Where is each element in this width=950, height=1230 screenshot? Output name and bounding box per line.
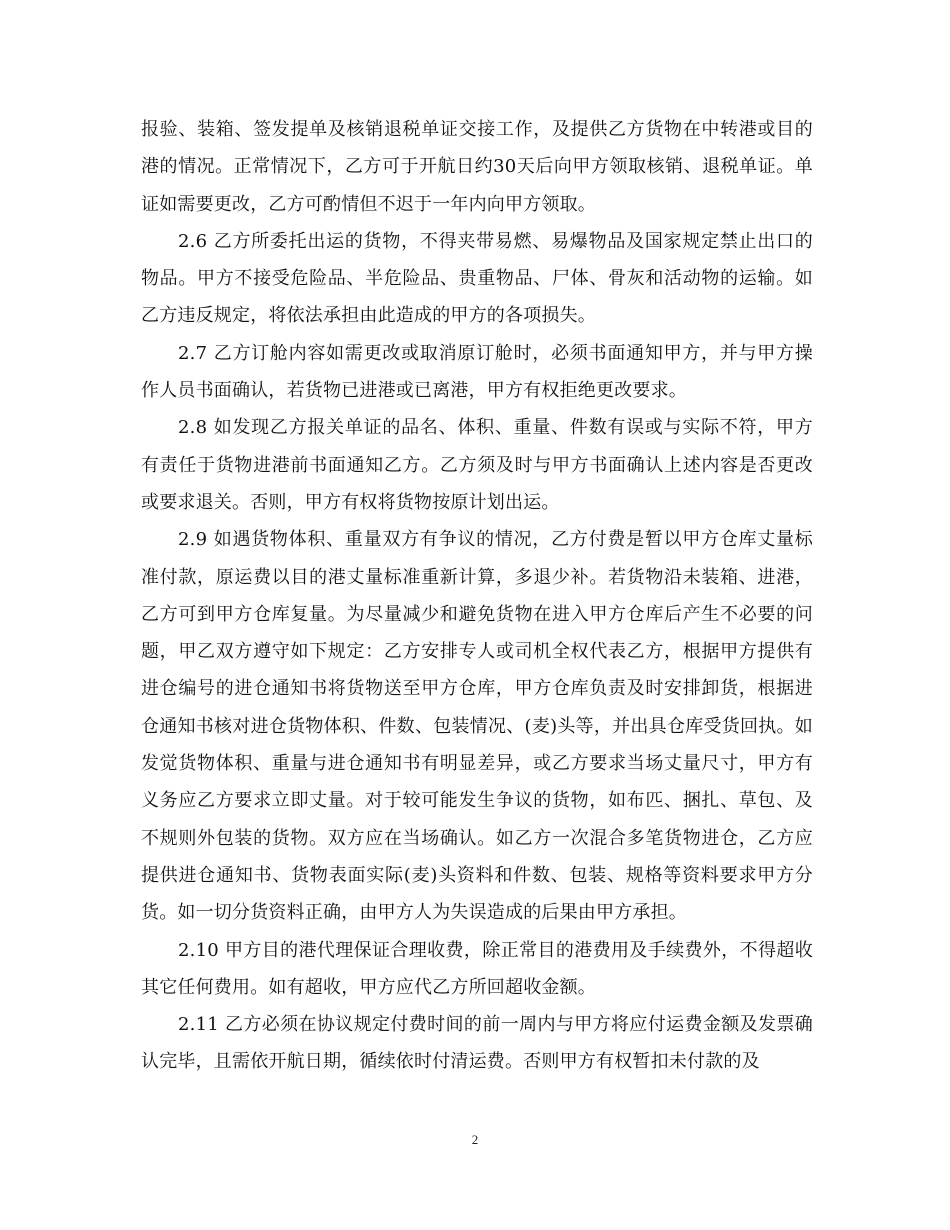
paragraph-clause-2-8: 2.8 如发现乙方报关单证的品名、体积、重量、件数有误或与实际不符，甲方有责任于货物进港前书面通知乙方。乙方须及时与甲方书面确认上述内容是否更改或要求退关。否则，甲方有权将货物按原计划出运。	[141, 417, 813, 513]
paragraph-clause-2-7: 2.7 乙方订舱内容如需更改或取消原订舱时，必须书面通知甲方，并与甲方操作人员书面确认，若货物已进港或已离港，甲方有权拒绝更改要求。	[141, 342, 813, 402]
paragraph-continuation: 报验、装箱、签发提单及核销退税单证交接工作，及提供乙方货物在中转港或目的港的情况。正常情况下，乙方可于开航日约30天后向甲方领取核销、退税单证。单证如需要更改，乙方可酌情但不迟于一年内向甲方领取。	[141, 119, 813, 215]
page-number: 2	[471, 1132, 479, 1147]
paragraph-clause-2-10: 2.10 甲方目的港代理保证合理收费，除正常目的港费用及手续费外，不得超收其它任何费用。如有超收，甲方应代乙方所回超收金额。	[141, 939, 813, 998]
paragraph-clause-2-11: 2.11 乙方必须在协议规定付费时间的前一周内与甲方将应付运费金额及发票确认完毕，且需依开航日期，循续依时付清运费。否则甲方有权暂扣未付款的及	[141, 1014, 813, 1073]
paragraph-clause-2-9: 2.9 如遇货物体积、重量双方有争议的情况，乙方付费是暂以甲方仓库丈量标准付款，原运费以目的港丈量标准重新计算，多退少补。若货物沿未装箱、进港，乙方可到甲方仓库复量。为尽量减少和避免货物在进入甲方仓库后产生不必要的问题，甲乙双方遵守如下规定：乙方安排专人或司机全权代表乙方，根据甲方提供有进仓编号的进仓通知书将货物送至甲方仓库，甲方仓库负责及时安排卸货，根据进仓通知书核对进仓货物体积、件数、包装情况、(麦)头等，并出具仓库受货回执。如发觉货物体积、重量与进仓通知书有明显差异，或乙方要求当场丈量尺寸，甲方有义务应乙方要求立即丈量。对于较可能发生争议的货物，如布匹、捆扎、草包、及不规则外包装的货物。双方应在当场确认。如乙方一次混合多笔货物进仓，乙方应提供进仓通知书、货物表面实际(麦)头资料和件数、包装、规格等资料要求甲方分货。如一切分货资料正确，由甲方人为失误造成的后果由甲方承担。	[141, 529, 813, 924]
paragraph-clause-2-6: 2.6 乙方所委托出运的货物，不得夹带易燃、易爆物品及国家规定禁止出口的物品。甲方不接受危险品、半危险品、贵重物品、尸体、骨灰和活动物的运输。如乙方违反规定，将依法承担由此造成的甲方的各项损失。	[141, 230, 813, 327]
document-body	[141, 111, 813, 1081]
